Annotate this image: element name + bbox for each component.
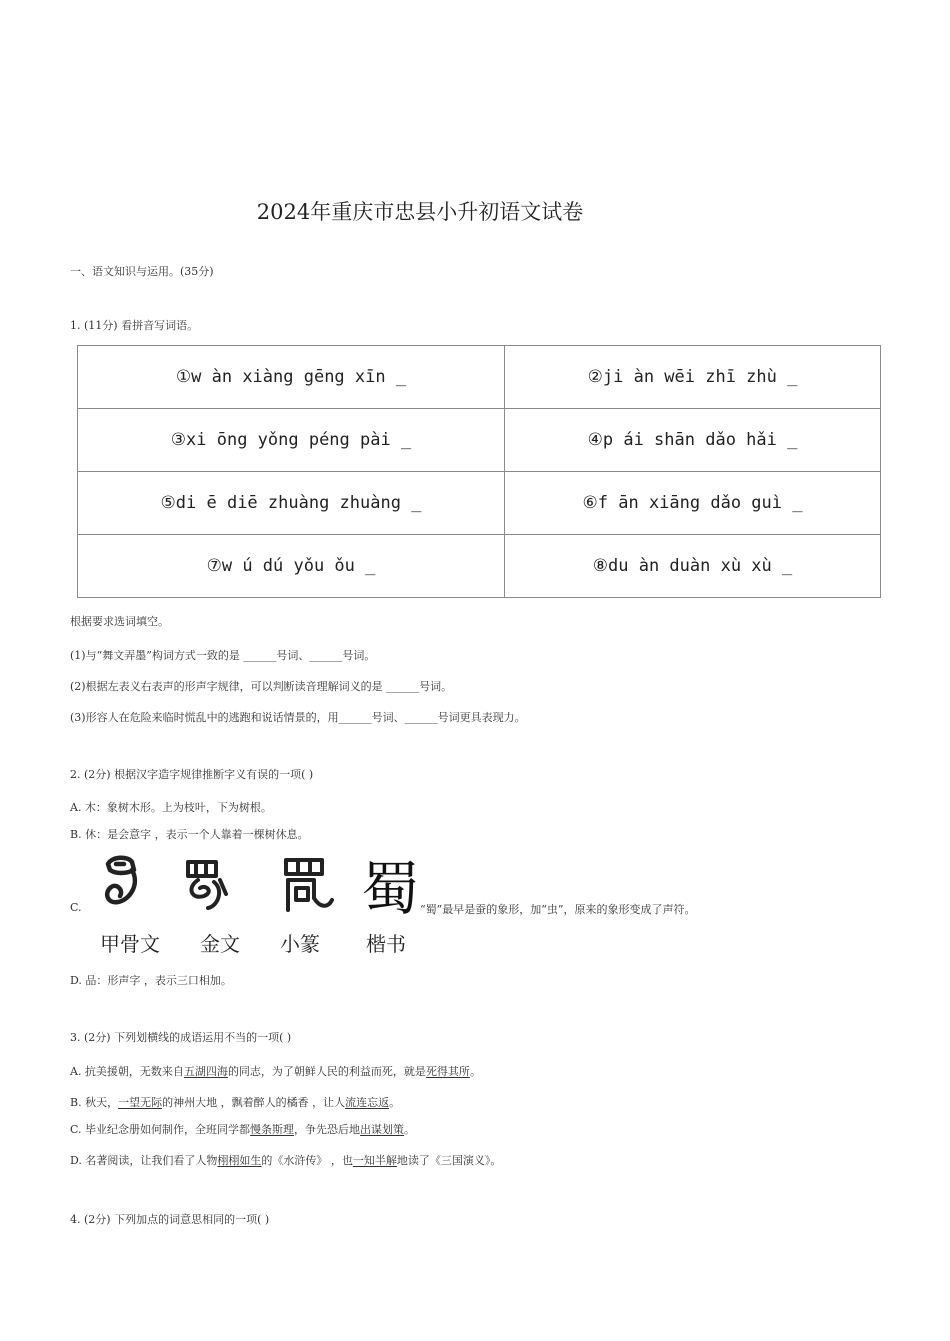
underlined-idiom: 一知半解 xyxy=(352,1154,397,1167)
option-text: 。 xyxy=(389,1096,401,1109)
option-text: 的神州大地 ，飘着醉人的橘香 ，让人 xyxy=(162,1096,346,1109)
option-d: D. 品：形声字 ，表示三口相加。 xyxy=(70,974,232,987)
seal-glyph xyxy=(286,860,332,910)
pinyin-cell: ⑥f ān xiāng dǎo guì _ xyxy=(505,472,881,535)
shu-evolution-figure xyxy=(96,850,426,960)
pinyin-cell: ①w àn xiàng gēng xīn _ xyxy=(78,346,505,409)
sub-question-1: (1)与“舞文弄墨”构词方式一致的是 ______号词、______号词。 xyxy=(70,649,376,662)
option-c-text: “蜀”最早是蚕的象形，加“虫”，原来的象形变成了声符。 xyxy=(420,903,696,916)
option-d xyxy=(70,1152,501,1168)
pinyin-cell: ③xi ōng yǒng péng pài _ xyxy=(78,409,505,472)
question-1-stem: 1. (11分) 看拼音写词语。 xyxy=(70,319,199,332)
table-row xyxy=(78,409,881,472)
sub-question-3: (3)形容人在危险来临时慌乱中的逃跑和说话情景的，用______号词、______号词更具表现力。 xyxy=(70,711,526,724)
page-title: 2024年重庆市忠县小升初语文试卷 xyxy=(256,200,584,224)
option-a: A. 木：象树木形。上为枝叶，下为树根。 xyxy=(70,801,272,814)
fill-instruction: 根据要求选词填空。 xyxy=(70,615,169,628)
underlined-idiom: 出谋划策 xyxy=(360,1123,405,1136)
option-text: 。 xyxy=(469,1065,481,1078)
underlined-idiom: 慢条斯理 xyxy=(250,1123,295,1136)
section-heading: 一、语文知识与运用。(35分) xyxy=(70,265,214,278)
underlined-idiom: 流连忘返 xyxy=(345,1096,390,1109)
option-text: B. 秋天， xyxy=(70,1096,119,1109)
pinyin-cell: ⑤di ē diē zhuàng zhuàng _ xyxy=(78,472,505,535)
label-kaishu: 楷书 xyxy=(366,932,406,956)
pinyin-cell: ⑧du àn duàn xù xù _ xyxy=(505,535,881,598)
underlined-idiom: 栩栩如生 xyxy=(217,1154,262,1167)
option-text: D. 名著阅读，让我们看了人物 xyxy=(70,1154,218,1167)
option-c-label: C. xyxy=(70,901,82,914)
label-xiaozhuan: 小篆 xyxy=(280,932,320,956)
oracle-bone-glyph xyxy=(107,858,135,903)
option-text: C. 毕业纪念册如何制作，全班同学都 xyxy=(70,1123,251,1136)
question-2-stem: 2. (2分) 根据汉字造字规律推断字义有误的一项( ) xyxy=(70,768,314,781)
option-b: B. 休：是会意字 ，表示一个人靠着一棵树休息。 xyxy=(70,828,309,841)
table-row xyxy=(78,535,881,598)
sub-question-2: (2)根据左表义右表声的形声字规律，可以判断读音理解词义的是 ______号词。 xyxy=(70,680,453,693)
option-b xyxy=(70,1094,400,1110)
kaishu-glyph: 蜀 xyxy=(361,855,420,923)
option-text: 。 xyxy=(404,1123,416,1136)
underlined-idiom: 五湖四海 xyxy=(183,1065,228,1078)
pinyin-cell: ⑦w ú dú yǒu ǒu _ xyxy=(78,535,505,598)
pinyin-table xyxy=(77,345,881,598)
option-text: 的《水浒传》 ，也 xyxy=(261,1154,353,1167)
option-text: 地读了《三国演义》。 xyxy=(396,1154,502,1167)
option-text: ，争先恐后地 xyxy=(294,1123,361,1136)
label-jiaguwen: 甲骨文 xyxy=(100,932,160,956)
option-text: 的同志，为了朝鲜人民的利益而死，就是 xyxy=(227,1065,426,1078)
option-a xyxy=(70,1063,481,1079)
table-row xyxy=(78,472,881,535)
underlined-idiom: 死得其所 xyxy=(425,1065,470,1078)
bronze-glyph xyxy=(188,862,226,908)
label-jinwen: 金文 xyxy=(200,932,240,956)
question-4-stem: 4. (2分) 下列加点的词意思相同的一项( ) xyxy=(70,1213,270,1226)
question-3-stem: 3. (2分) 下列划横线的成语运用不当的一项( ) xyxy=(70,1031,292,1044)
pinyin-cell: ④p ái shān dǎo hǎi _ xyxy=(505,409,881,472)
pinyin-cell: ②ji àn wēi zhī zhù _ xyxy=(505,346,881,409)
option-text: A. 抗美援朝，无数来自 xyxy=(70,1065,184,1078)
underlined-idiom: 一望无际 xyxy=(118,1096,163,1109)
option-c xyxy=(70,1121,415,1137)
table-row xyxy=(78,346,881,409)
